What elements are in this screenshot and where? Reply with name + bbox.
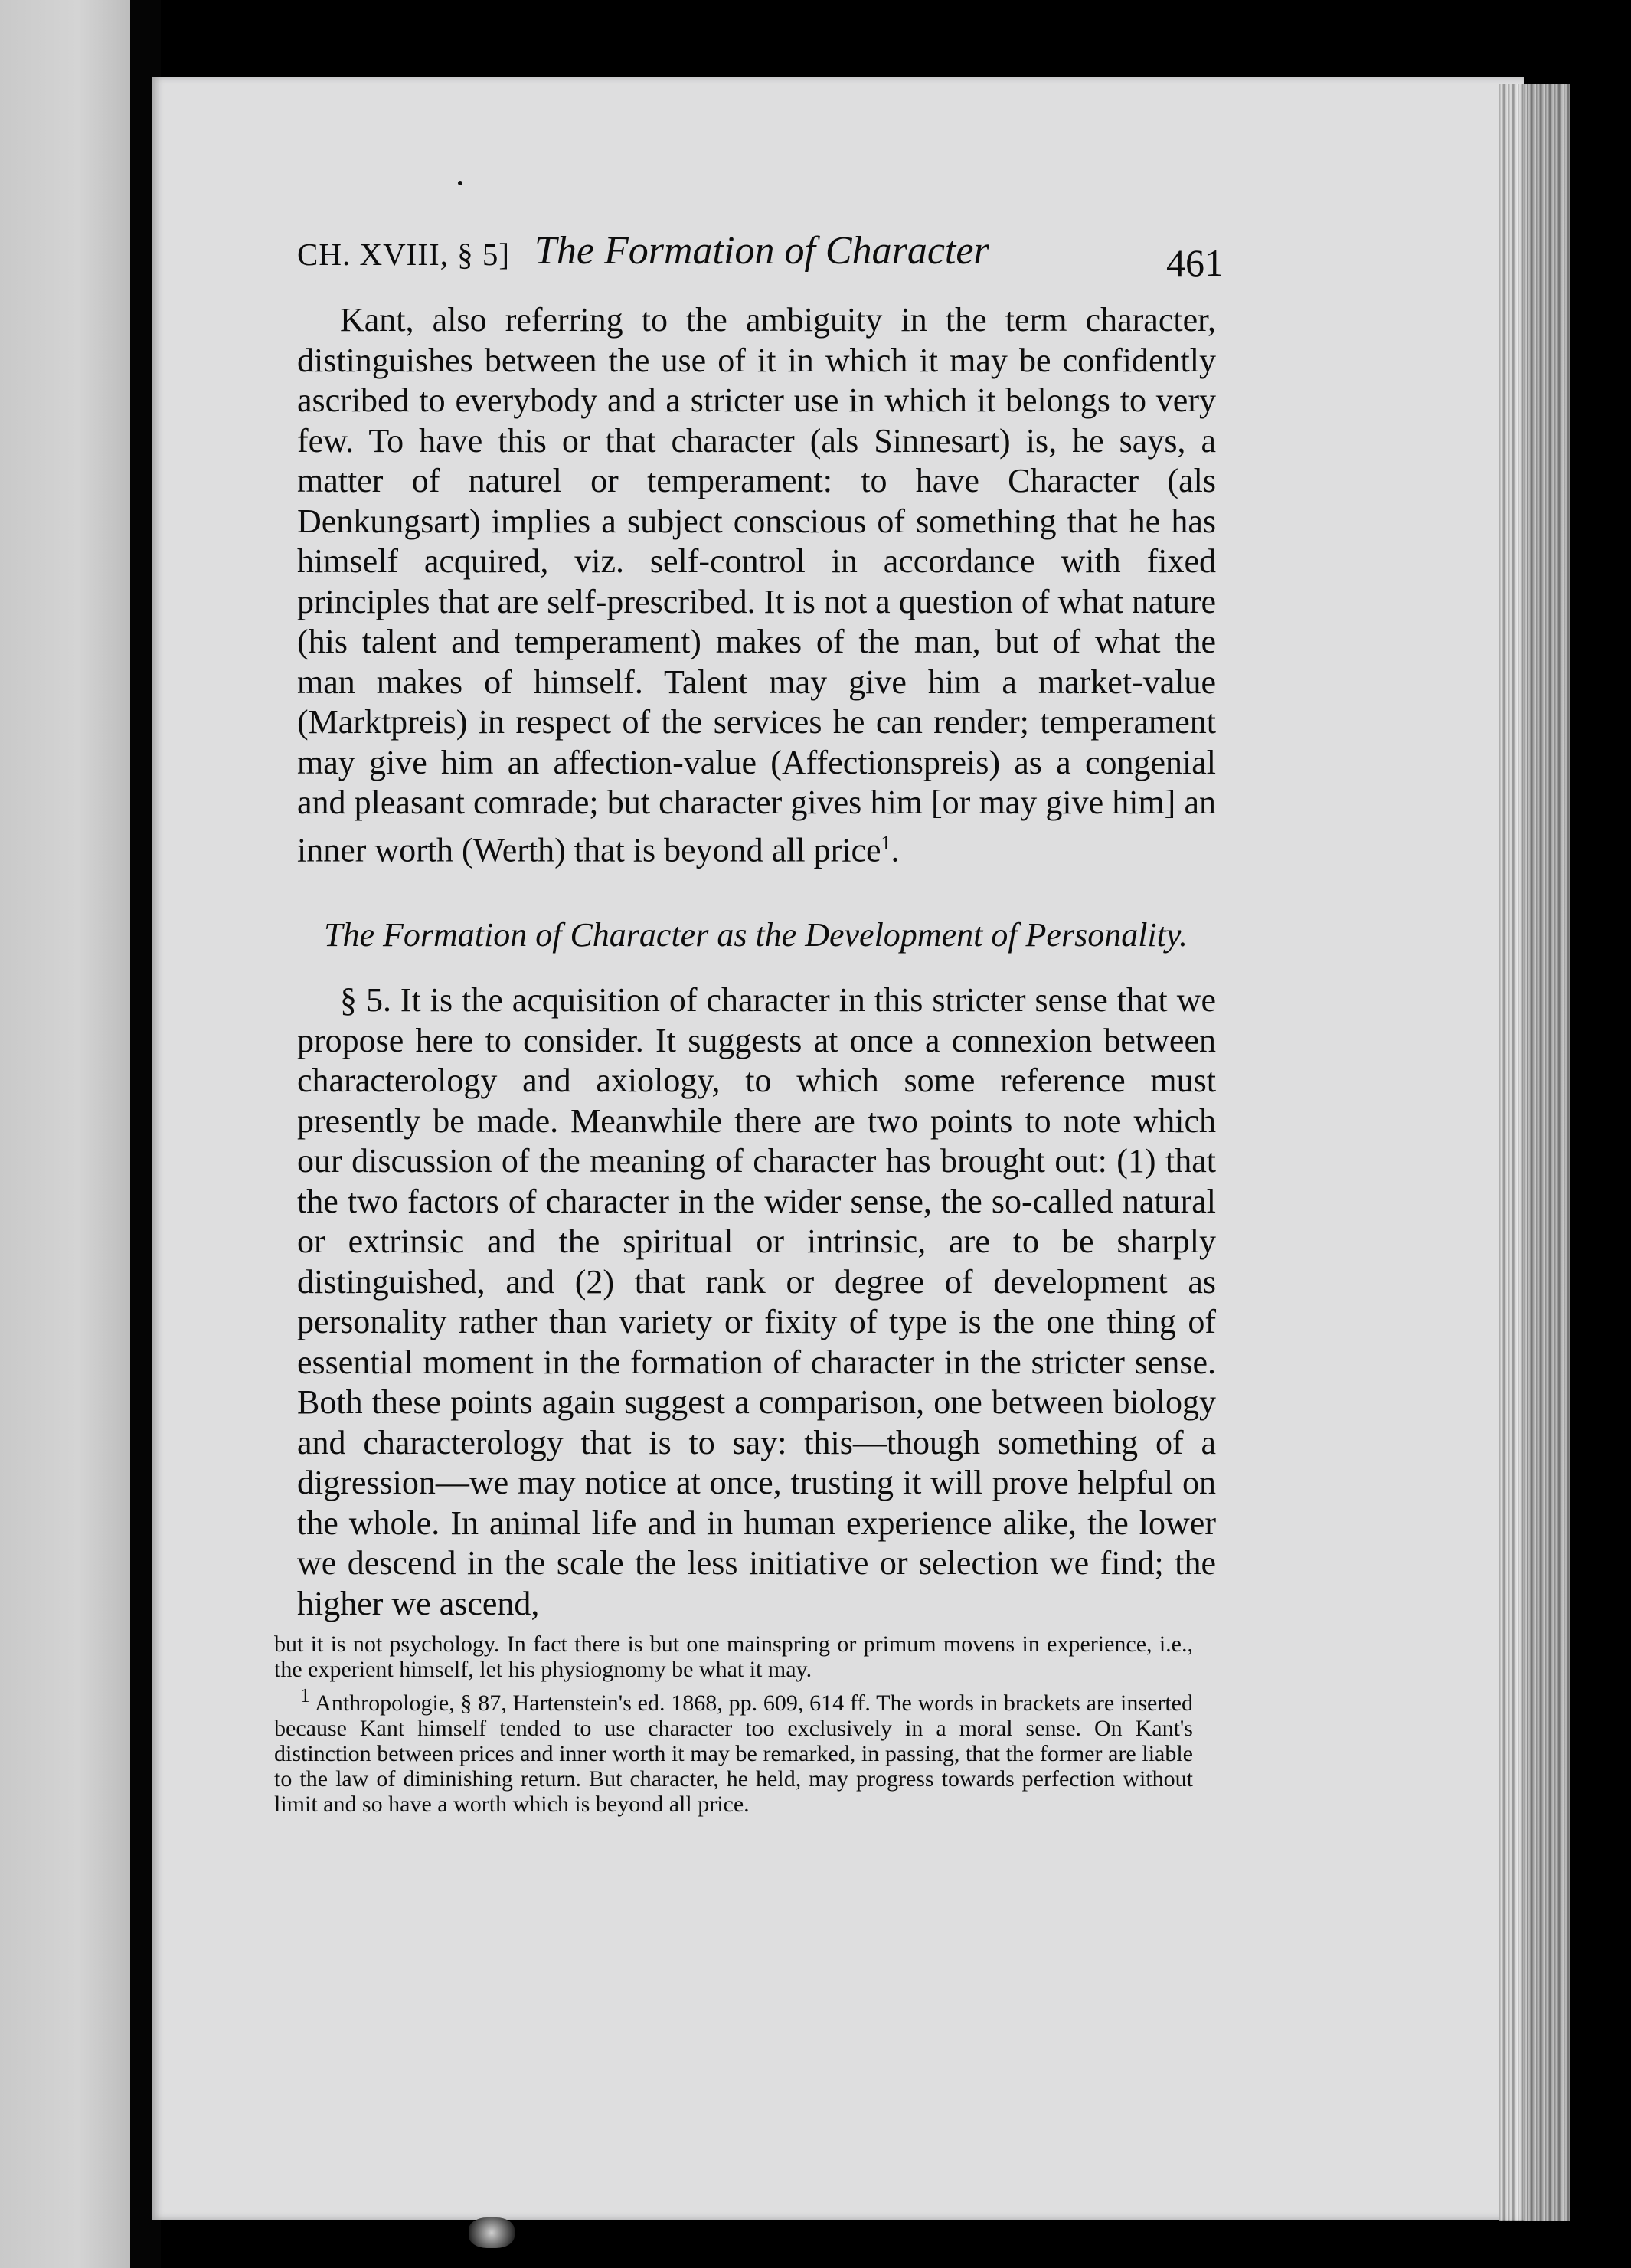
scan-blot xyxy=(469,2217,515,2248)
paragraph-kant: Kant, also referring to the ambiguity in the term character, distinguishes between the use of it in which it may be confidently ascribed to everybody and a stricter use in which it belongs to very few. To have this or that character (als Sinnesart) is, he says, a matter of naturel or temperament: to have Character (als Denkungsart) implies a subject conscious of something that he has himself acquired, viz. self-control in accordance with fixed principles that are self-prescribed. It is not a question of what nature (his talent and temperament) makes of the man, but of what the man makes of himself. Talent may give him a market-value (Marktpreis) in respect of the services he can render; temperament may give him an affection-value (Affectionspreis) as a congenial and pleasant comrade; but character gives him [or may give him] an inner worth (Werth) that is beyond all price$^1$. xyxy=(297,301,1216,869)
page-stack-edges xyxy=(1499,84,1570,2221)
running-title: The Formation of Character xyxy=(534,229,989,273)
footnote-continued: but it is not psychology. In fact there is but one mainspring or primum movens in experience, i.e., the experient himself, let his physiognomy be what it may. xyxy=(274,1631,1193,1682)
facing-page-edge xyxy=(0,0,130,2268)
section-subheading: The Formation of Character as the Development of Personality. xyxy=(324,916,1188,954)
paragraph-kant-text: Kant, also referring to the ambiguity in the term character, distinguishes between the use of it in which it may be confidently ascribed to everybody and a stricter use in which it belongs to very few. To have this or that character (als Sinnesart) is, he says, a matter of naturel or temperament: to have Character (als Denkungsart) implies a subject conscious of something that he has himself acquired, viz. self-control in accordance with fixed principles that are self-prescribed. It is not a question of what nature (his talent and temperament) makes of the man, but of what the man makes of himself. Talent may give him a market-value (Marktpreis) in respect of the services he can render; temperament may give him an affection-value (Affectionspreis) as a congenial and pleasant comrade; but character gives him [or may give him] an inner worth (Werth) that is beyond all price xyxy=(297,301,1216,869)
footnote-1 xyxy=(274,1683,1193,1817)
running-header xyxy=(297,227,1224,288)
paragraph-section-5: § 5. It is the acquisition of character in this stricter sense that we propose here to consider. It suggests at once a connexion between characterology and axiology, to which some reference must presently be made. Meanwhile there are two points to note which our discussion of the meaning of character has brought out: (1) that the two factors of character in the wider sense, the so-called natural or extrinsic and the spiritual or intrinsic, are to be sharply distinguished, and (2) that rank or degree of development as personality rather than variety or fixity of type is the one thing of essential moment in the formation of character in the stricter sense. Both these points again suggest a comparison, one between biology and characterology that is to say: this—though something of a digression—we may notice at once, trusting it will prove helpful on the whole. In animal life and in human experience alike, the lower we descend in the scale the less initiative or selection we find; the higher we ascend, xyxy=(297,981,1216,1622)
speck-mark xyxy=(458,181,462,185)
footnote-1-mark: 1 xyxy=(300,1684,310,1707)
chapter-reference: CH. XVIII, § 5] xyxy=(297,237,511,272)
footnote-1-text: Anthropologie, § 87, Hartenstein's ed. 1868, pp. 609, 614 ff. The words in brackets are inserted because Kant himself tended to use character too exclusively in a moral sense. On Kant's distinction between prices and inner worth it may be remarked, in passing, that the former are liable to the law of diminishing return. But character, he held, may progress towards perfection without limit and so have a worth which is beyond all price. xyxy=(274,1690,1193,1817)
page-number: 461 xyxy=(1166,241,1224,284)
footnote-mark: 1 xyxy=(881,831,891,854)
